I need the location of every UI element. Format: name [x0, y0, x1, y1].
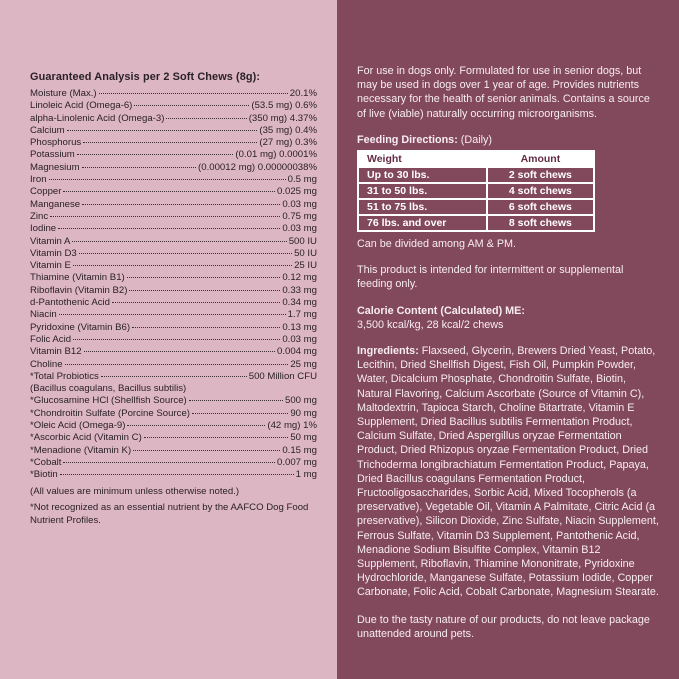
- analysis-row-label: Thiamine (Vitamin B1): [30, 272, 125, 284]
- feeding-table-cell: 2 soft chews: [487, 167, 594, 183]
- analysis-row-label: Vitamin B12: [30, 346, 82, 358]
- analysis-row: [30, 236, 317, 248]
- feeding-directions-label: Feeding Directions:: [357, 133, 458, 146]
- analysis-row-label: Vitamin E: [30, 260, 71, 272]
- analysis-row-label: *Oleic Acid (Omega-9): [30, 420, 126, 432]
- dotted-leader: [112, 302, 280, 303]
- dotted-leader: [63, 462, 275, 463]
- analysis-row-label: Manganese: [30, 198, 81, 210]
- analysis-row: [30, 432, 317, 444]
- dotted-leader: [192, 413, 288, 414]
- analysis-row: [30, 457, 317, 469]
- analysis-row: [30, 186, 317, 198]
- analysis-row-label: Choline: [30, 358, 63, 370]
- feeding-table-cell: 8 soft chews: [487, 215, 594, 231]
- analysis-row-label: Folic Acid: [30, 333, 72, 345]
- analysis-row-value: (350 mg) 4.37%: [248, 112, 317, 124]
- analysis-row-label: alpha-Linolenic Acid (Omega-3): [30, 112, 165, 124]
- analysis-row-value: 90 mg: [290, 407, 317, 419]
- analysis-row-value: 0.12 mg: [282, 272, 317, 284]
- analysis-row-label: Copper: [30, 186, 62, 198]
- feeding-table-row: [358, 167, 594, 183]
- feeding-table-head: [358, 151, 594, 167]
- aafco-footnote: *Not recognized as an essential nutrient by the AAFCO Dog Food Nutrient Profiles.: [30, 502, 309, 526]
- analysis-row-label: *Glucosamine HCl (Shellfish Source): [30, 395, 187, 407]
- analysis-row-value: 500 IU: [288, 235, 317, 247]
- analysis-row: [30, 359, 317, 371]
- feeding-table-cell: Up to 30 lbs.: [358, 167, 487, 183]
- feeding-table-body: [358, 167, 594, 231]
- analysis-row: [30, 371, 317, 383]
- analysis-row-value: 0.025 mg: [276, 186, 317, 198]
- analysis-row-label: Magnesium: [30, 161, 80, 173]
- analysis-row: [30, 125, 317, 137]
- feeding-directions-heading: [357, 133, 659, 147]
- analysis-row-value: 0.34 mg: [282, 297, 317, 309]
- tasty-warning-text: Due to the tasty nature of our products, do not leave package unattended around pets.: [357, 613, 650, 640]
- analysis-row-label: *Menadione (Vitamin K): [30, 444, 132, 456]
- analysis-row-label: Pyridoxine (Vitamin B6): [30, 321, 131, 333]
- feeding-table-cell: 4 soft chews: [487, 183, 594, 199]
- analysis-row-value: 0.15 mg: [282, 444, 317, 456]
- analysis-row-value: 0.03 mg: [282, 333, 317, 345]
- dotted-leader: [58, 228, 280, 229]
- dotted-leader: [99, 93, 288, 94]
- analysis-row-value: 0.75 mg: [282, 210, 317, 222]
- feeding-table-cell: 6 soft chews: [487, 199, 594, 215]
- feeding-table-header-row: [358, 151, 594, 167]
- analysis-row-label: Niacin: [30, 309, 57, 321]
- calorie-content-heading: Calorie Content (Calculated) ME:: [357, 304, 525, 317]
- analysis-row-value: 20.1%: [289, 88, 317, 99]
- analysis-row: [30, 149, 317, 161]
- analysis-row: [30, 309, 317, 321]
- analysis-row: [30, 395, 317, 407]
- analysis-row-label: Potassium: [30, 149, 75, 161]
- analysis-row-value: 1.7 mg: [287, 309, 317, 321]
- analysis-row-label: Moisture (Max.): [30, 88, 97, 99]
- analysis-row: [30, 248, 317, 260]
- analysis-row: [30, 322, 317, 334]
- analysis-row: [30, 174, 317, 186]
- analysis-row-value: 25 IU: [294, 260, 317, 272]
- analysis-row: [30, 260, 317, 272]
- dotted-leader: [73, 339, 280, 340]
- analysis-row: [30, 272, 317, 284]
- analysis-row-value: 0.5 mg: [287, 174, 317, 186]
- dotted-leader: [65, 364, 289, 365]
- dotted-leader: [84, 351, 275, 352]
- analysis-row-value: (0.01 mg) 0.0001%: [235, 149, 317, 161]
- feeding-table-row: [358, 183, 594, 199]
- analysis-row-value: 0.33 mg: [282, 284, 317, 296]
- analysis-row-label: Iodine: [30, 223, 57, 235]
- analysis-row-value: (27 mg) 0.3%: [259, 137, 317, 149]
- analysis-row-label: Riboflavin (Vitamin B2): [30, 284, 128, 296]
- feeding-table-row: [358, 199, 594, 215]
- analysis-row-label: d-Pantothenic Acid: [30, 297, 111, 309]
- analysis-row: [30, 346, 317, 358]
- analysis-row: [30, 137, 317, 149]
- dotted-leader: [132, 327, 280, 328]
- analysis-row-value: 25 mg: [290, 358, 317, 370]
- dotted-leader: [127, 425, 265, 426]
- analysis-row: [30, 100, 317, 112]
- dotted-leader: [101, 376, 247, 377]
- analysis-row: [30, 469, 317, 481]
- dotted-leader: [82, 204, 280, 205]
- analysis-row-label: Vitamin D3: [30, 247, 77, 259]
- analysis-row-value: 1 mg: [295, 469, 317, 481]
- feeding-table-header-cell: Weight: [358, 151, 487, 167]
- analysis-row: [30, 285, 317, 297]
- feeding-table-header-cell: Amount: [487, 151, 594, 167]
- analysis-row-value: 50 mg: [290, 432, 317, 444]
- analysis-row-value: 500 Million CFU: [248, 370, 317, 382]
- analysis-row: [30, 88, 317, 100]
- dotted-leader: [63, 191, 275, 192]
- analysis-row: [30, 408, 317, 420]
- analysis-row-label: *Ascorbic Acid (Vitamin C): [30, 432, 142, 444]
- analysis-row-value: (42 mg) 1%: [267, 420, 317, 432]
- feeding-table-cell: 76 lbs. and over: [358, 215, 487, 231]
- feeding-note: Can be divided among AM & PM.: [357, 238, 517, 251]
- dotted-leader: [166, 118, 246, 119]
- ingredients-paragraph: [357, 344, 659, 600]
- dotted-leader: [79, 253, 292, 254]
- dotted-leader: [59, 314, 286, 315]
- analysis-row: [30, 199, 317, 211]
- dotted-leader: [134, 105, 249, 106]
- dotted-leader: [189, 400, 283, 401]
- feeding-table-cell: 51 to 75 lbs.: [358, 199, 487, 215]
- analysis-row: [30, 113, 317, 125]
- analysis-row: [30, 297, 317, 309]
- dotted-leader: [77, 154, 234, 155]
- guaranteed-analysis-list: [30, 88, 317, 482]
- analysis-row-label: Vitamin A: [30, 235, 71, 247]
- analysis-row: [30, 334, 317, 346]
- analysis-row-value: (0.00012 mg) 0.00000038%: [198, 161, 317, 173]
- analysis-row-value: 500 mg: [285, 395, 317, 407]
- analysis-row: [30, 162, 317, 174]
- analysis-row-label: Zinc: [30, 210, 49, 222]
- analysis-note-row: (Bacillus coagulans, Bacillus subtilis): [30, 383, 187, 395]
- analysis-row-value: 0.03 mg: [282, 198, 317, 210]
- analysis-row-label: Phosphorus: [30, 137, 82, 149]
- analysis-row-label: *Cobalt: [30, 456, 62, 468]
- analysis-row-label: Linoleic Acid (Omega-6): [30, 100, 133, 112]
- ingredients-label: Ingredients:: [357, 345, 419, 358]
- minimum-values-footnote: (All values are minimum unless otherwise noted.): [30, 485, 240, 497]
- analysis-row: [30, 223, 317, 235]
- ingredients-text: Flaxseed, Glycerin, Brewers Dried Yeast, Potato, Lecithin, Dried Shellfish Digest, Fish Oil, Pumpkin Powder, Water, Dicalcium Phosphate, Chondroitin Sulfate, Biotin, Natural Flavoring, Calcium Ascorbate (Source of Vitamin C), Maltodextrin, Tapioca Starch, Choline Bitartrate, Vitamin E Supplement, Dried Bacillus subtilis Fermentation Product, Calcium Sulfate, Dried Aspergillus oryzae Fermentation Product, Dried Rhizopus oryzae Fermentation Product, Dried Trichoderma longibrachiatum Fermentation Product, Papaya, Dried Bacillus coagulans Fermentation Product, Fructooligosaccharides, Sorbic Acid, Mixed Tocopherols (a preservative), Vegetable Oil, Vitamin A Palmitate, Citric Acid (a preservative), Silicon Dioxide, Zinc Sulfate, Niacin Supplement, Ferrous Sulfate, Vitamin D3 Supplement, Pantothenic Acid, Menadione Sodium Bisulfite Complex, Vitamin B12 Supplement, Riboflavin, Thiamine Mononitrate, Pyridoxine Hydrochloride, Manganese Sulfate, Potassium Iodide, Copper Carbonate, Folic Acid, Cobalt Carbonate, Magnesium Stearate.: [357, 345, 659, 599]
- feeding-table-row: [358, 215, 594, 231]
- dotted-leader: [50, 216, 280, 217]
- dotted-leader: [83, 142, 257, 143]
- dotted-leader: [133, 450, 280, 451]
- analysis-row-label: *Total Probiotics: [30, 370, 99, 382]
- dotted-leader: [82, 167, 196, 168]
- intermittent-feeding-text: This product is intended for intermittent or supplemental feeding only.: [357, 264, 624, 291]
- analysis-row-value: (53.5 mg) 0.6%: [251, 100, 317, 112]
- dotted-leader: [60, 474, 294, 475]
- dotted-leader: [72, 241, 286, 242]
- analysis-row-value: 50 IU: [294, 247, 317, 259]
- analysis-row-value: 0.03 mg: [282, 223, 317, 235]
- analysis-row-value: 0.13 mg: [282, 321, 317, 333]
- analysis-row-label: Iron: [30, 174, 47, 186]
- analysis-row-label: Calcium: [30, 124, 65, 136]
- dotted-leader: [129, 290, 280, 291]
- analysis-row: [30, 420, 317, 432]
- analysis-row-label: *Biotin: [30, 469, 58, 481]
- guaranteed-analysis-panel: [0, 0, 337, 679]
- analysis-row: [30, 445, 317, 457]
- analysis-row-value: 0.007 mg: [276, 456, 317, 468]
- analysis-row-label: *Chondroitin Sulfate (Porcine Source): [30, 407, 190, 419]
- analysis-row-value: 0.004 mg: [276, 346, 317, 358]
- usage-and-ingredients-panel: [337, 0, 679, 679]
- feeding-directions-daily: (Daily): [460, 133, 492, 146]
- usage-intro-text: For use in dogs only. Formulated for use in senior dogs, but may be used in dogs over 1 year of age. Provides nutrients necessary for the health of senior animals. Contains a source of live (viable) naturally occurring microorganisms.: [357, 65, 650, 120]
- guaranteed-analysis-heading: Guaranteed Analysis per 2 Soft Chews (8g):: [30, 71, 261, 83]
- dotted-leader: [144, 437, 289, 438]
- dotted-leader: [127, 277, 281, 278]
- analysis-row-value: (35 mg) 0.4%: [259, 124, 317, 136]
- dotted-leader: [67, 130, 258, 131]
- dotted-leader: [73, 265, 292, 266]
- analysis-row: [30, 211, 317, 223]
- feeding-table-cell: 31 to 50 lbs.: [358, 183, 487, 199]
- dotted-leader: [49, 179, 286, 180]
- calorie-content-value: 3,500 kcal/kg, 28 kcal/2 chews: [357, 318, 504, 331]
- feeding-table: [357, 150, 595, 232]
